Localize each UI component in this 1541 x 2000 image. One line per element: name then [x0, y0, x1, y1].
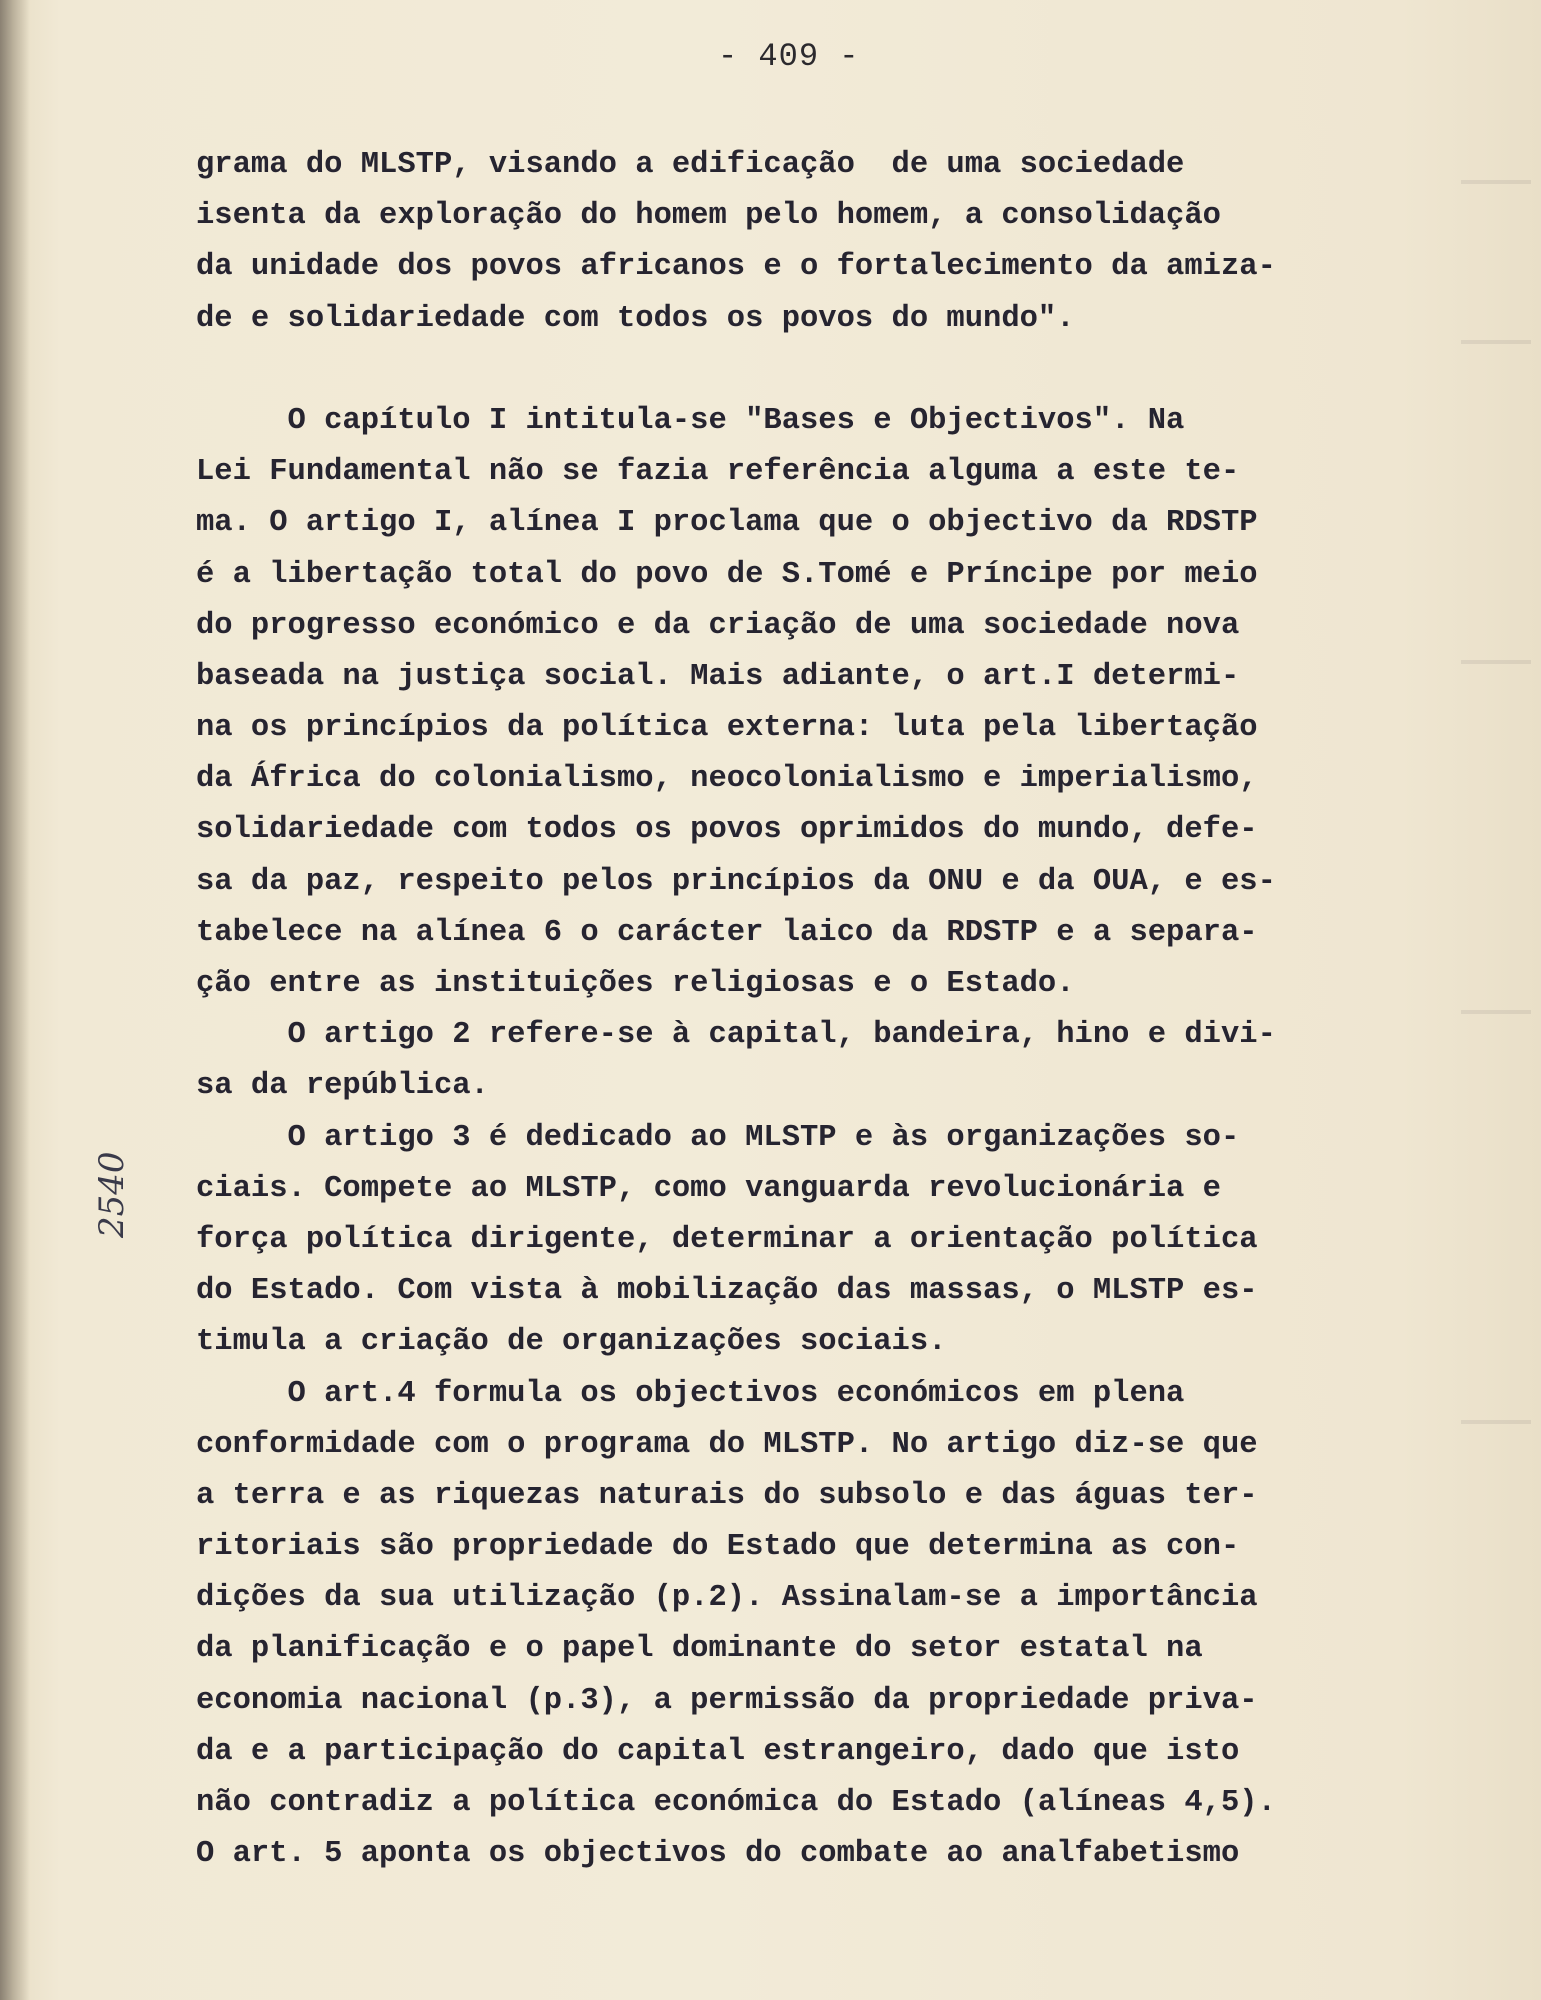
- text-line: na os princípios da política externa: luta pela libertação: [196, 711, 1258, 746]
- text-line: da unidade dos povos africanos e o fortalecimento da amiza-: [196, 250, 1276, 285]
- text-line: O art. 5 aponta os objectivos do combate ao analfabetismo: [196, 1837, 1240, 1872]
- show-through-mark: [1461, 1010, 1531, 1014]
- text-line: O artigo 3 é dedicado ao MLSTP e às organizações so-: [196, 1120, 1240, 1155]
- show-through-mark: [1461, 1420, 1531, 1424]
- text-line: economia nacional (p.3), a permissão da propriedade priva-: [196, 1683, 1258, 1718]
- handwritten-margin-note: 2540: [92, 1151, 132, 1238]
- show-through-mark: [1461, 180, 1531, 184]
- text-line: ma. O artigo I, alínea I proclama que o objectivo da RDSTP: [196, 506, 1258, 541]
- text-line: baseada na justiça social. Mais adiante, o art.I determi-: [196, 659, 1240, 694]
- text-line: O capítulo I intitula-se "Bases e Objectivos". Na: [196, 403, 1185, 438]
- text-line: da planificação e o papel dominante do setor estatal na: [196, 1632, 1203, 1667]
- show-through-mark: [1461, 340, 1531, 344]
- text-line: [196, 345, 1456, 396]
- text-line: grama do MLSTP, visando a edificação de uma sociedade: [196, 148, 1185, 182]
- page-number: - 409 -: [718, 38, 860, 75]
- text-line: do Estado. Com vista à mobilização das massas, o MLSTP es-: [196, 1274, 1258, 1309]
- text-line: Lei Fundamental não se fazia referência alguma a este te-: [196, 455, 1240, 490]
- text-line: timula a criação de organizações sociais.: [196, 1325, 947, 1360]
- text-line: ção entre as instituições religiosas e o Estado.: [196, 967, 1075, 1001]
- text-line: não contradiz a política económica do Estado (alíneas 4,5).: [196, 1786, 1276, 1820]
- text-line: ciais. Compete ao MLSTP, como vanguarda revolucionária e: [196, 1171, 1221, 1206]
- text-line: isenta da exploração do homem pelo homem, a consolidação: [196, 199, 1221, 234]
- text-line: é a libertação total do povo de S.Tomé e Príncipe por meio: [196, 557, 1258, 592]
- text-line: do progresso económico e da criação de uma sociedade nova: [196, 608, 1240, 643]
- text-line: O art.4 formula os objectivos económicos em plena: [196, 1376, 1185, 1411]
- text-line: sa da paz, respeito pelos princípios da ONU e da OUA, e es-: [196, 864, 1276, 899]
- text-line: sa da república.: [196, 1069, 489, 1104]
- text-line: conformidade com o programa do MLSTP. No artigo diz-se que: [196, 1427, 1258, 1462]
- text-line: dições da sua utilização (p.2). Assinalam-se a importância: [196, 1581, 1258, 1616]
- text-line: da e a participação do capital estrangeiro, dado que isto: [196, 1734, 1240, 1769]
- text-line: ritoriais são propriedade do Estado que determina as con-: [196, 1530, 1240, 1565]
- text-line: força política dirigente, determinar a orientação política: [196, 1222, 1258, 1257]
- text-line: de e solidariedade com todos os povos do mundo".: [196, 301, 1075, 336]
- text-line: solidariedade com todos os povos oprimidos do mundo, defe-: [196, 813, 1258, 848]
- typewritten-body: [196, 140, 1456, 1880]
- binding-shadow: [0, 0, 30, 2000]
- text-line: tabelece na alínea 6 o carácter laico da RDSTP e a separa-: [196, 915, 1258, 950]
- text-line: a terra e as riquezas naturais do subsolo e das águas ter-: [196, 1478, 1258, 1513]
- show-through-mark: [1461, 660, 1531, 664]
- text-line: da África do colonialismo, neocolonialismo e imperialismo,: [196, 762, 1258, 797]
- text-line: O artigo 2 refere-se à capital, bandeira, hino e divi-: [196, 1018, 1276, 1053]
